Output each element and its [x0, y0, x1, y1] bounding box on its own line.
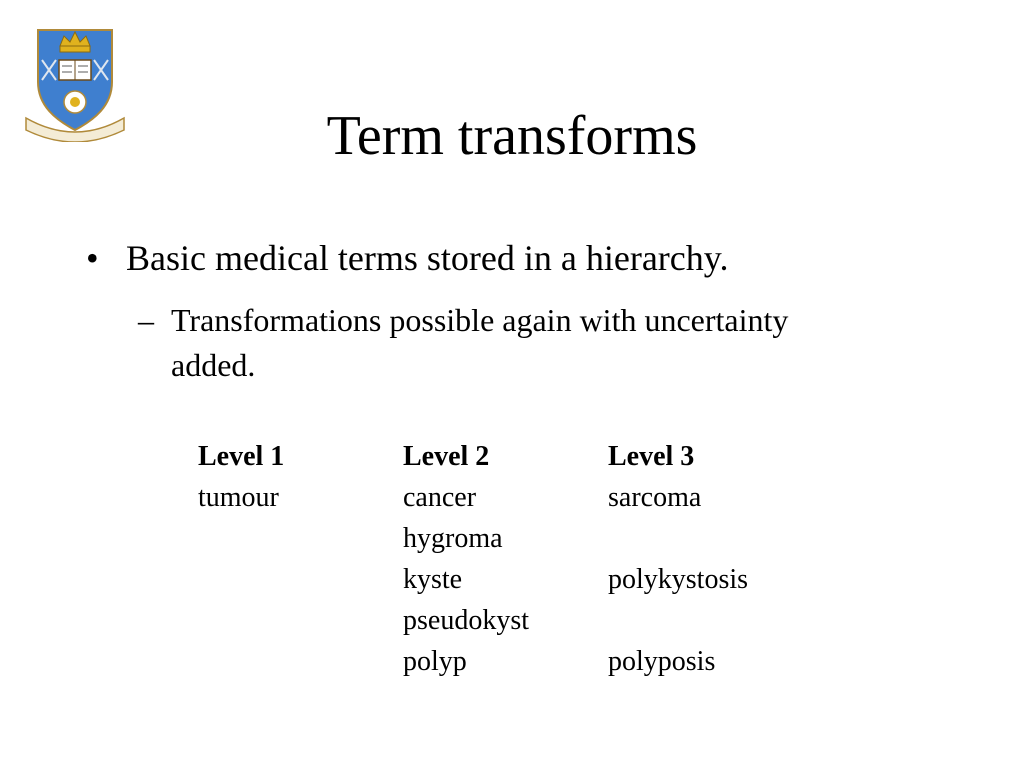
table-cell: sarcoma: [608, 482, 702, 513]
table-cell: tumour: [198, 482, 279, 513]
bullet-item: [86, 236, 966, 280]
table-cell: [198, 641, 403, 682]
table-cell: polyposis: [608, 646, 716, 677]
bullet-list: [86, 236, 966, 280]
slide-title: Term transforms: [326, 105, 698, 167]
table-cell: [198, 559, 403, 600]
table-row: [198, 641, 813, 682]
sub-bullet-marker: –: [138, 302, 154, 338]
table-cell: [608, 600, 813, 641]
term-hierarchy-table: [198, 436, 813, 682]
table-row: [198, 559, 813, 600]
table-row: [198, 600, 813, 641]
table-cell: pseudokyst: [403, 605, 529, 636]
header-level-2: Level 2: [403, 441, 490, 472]
table-cell: polyp: [403, 646, 467, 677]
table-cell: cancer: [403, 482, 477, 513]
table-row: [198, 477, 813, 518]
sub-bullet-text: Transformations possible again with uncertainty added.: [171, 302, 789, 383]
table-cell: [198, 518, 403, 559]
bullet-marker: •: [86, 238, 99, 278]
sub-bullet-item: [138, 298, 838, 388]
sub-bullet-list: [138, 298, 838, 388]
table-cell: kyste: [403, 564, 463, 595]
bullet-text: Basic medical terms stored in a hierarchy.: [126, 238, 729, 278]
table-row: [198, 518, 813, 559]
table-cell: hygroma: [403, 523, 503, 554]
header-level-3: Level 3: [608, 441, 695, 472]
header-level-1: Level 1: [198, 441, 285, 472]
table-header-row: [198, 436, 813, 477]
table-cell: polykystosis: [608, 564, 749, 595]
table-cell: [198, 600, 403, 641]
table-cell: [608, 518, 813, 559]
